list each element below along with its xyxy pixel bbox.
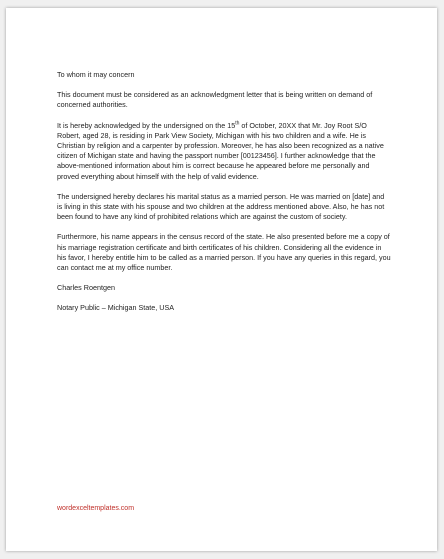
- marital-status-paragraph: The undersigned hereby declares his marital status as a married person. He was married on [date] and is living in this state with his spouse and two children at the address mentioned above. Also, he has not been found to have any kind of prohibited relations which are against the custom of society.: [57, 191, 385, 222]
- letter-body: [57, 70, 391, 324]
- intro-paragraph: This document must be considered as an acknowledgment letter that is being written on demand of concerned authorities.: [57, 90, 373, 110]
- salutation: To whom it may concern: [57, 70, 135, 79]
- document-page: [6, 8, 437, 551]
- acknowledgment-text-start: It is hereby acknowledged by the undersigned on the 15: [57, 120, 236, 130]
- signature-title: Notary Public – Michigan State, USA: [57, 303, 175, 313]
- signature-name: Charles Roentgen: [57, 283, 115, 293]
- acknowledgment-paragraph: [57, 121, 391, 182]
- acknowledgment-text-rest: of October, 20XX that Mr. Joy Root S/O Robert, aged 28, is residing in Park View Society, Michigan with his two children and a wife. He is Christian by religion and a carpenter by profession. Moreover, he has also been recognized as a native citizen of Michigan state and having the passport number [00123456]. I further acknowledge that the above-mentioned information about him is correct because he appeared before me personally and proved everything about himself with the help of valid evidence.: [57, 120, 384, 181]
- website-footer-link[interactable]: wordexceltemplates.com: [57, 505, 135, 512]
- date-ordinal-suffix: th: [235, 120, 240, 127]
- census-paragraph: Furthermore, his name appears in the census record of the state. He also presented before me a copy of his marriage registration certificate and birth certificates of his children. Considering all the evidence in his favor, I hereby entitle him to be called as a married person. If you have any queries in this regard, you can contact me at my office number.: [57, 232, 391, 273]
